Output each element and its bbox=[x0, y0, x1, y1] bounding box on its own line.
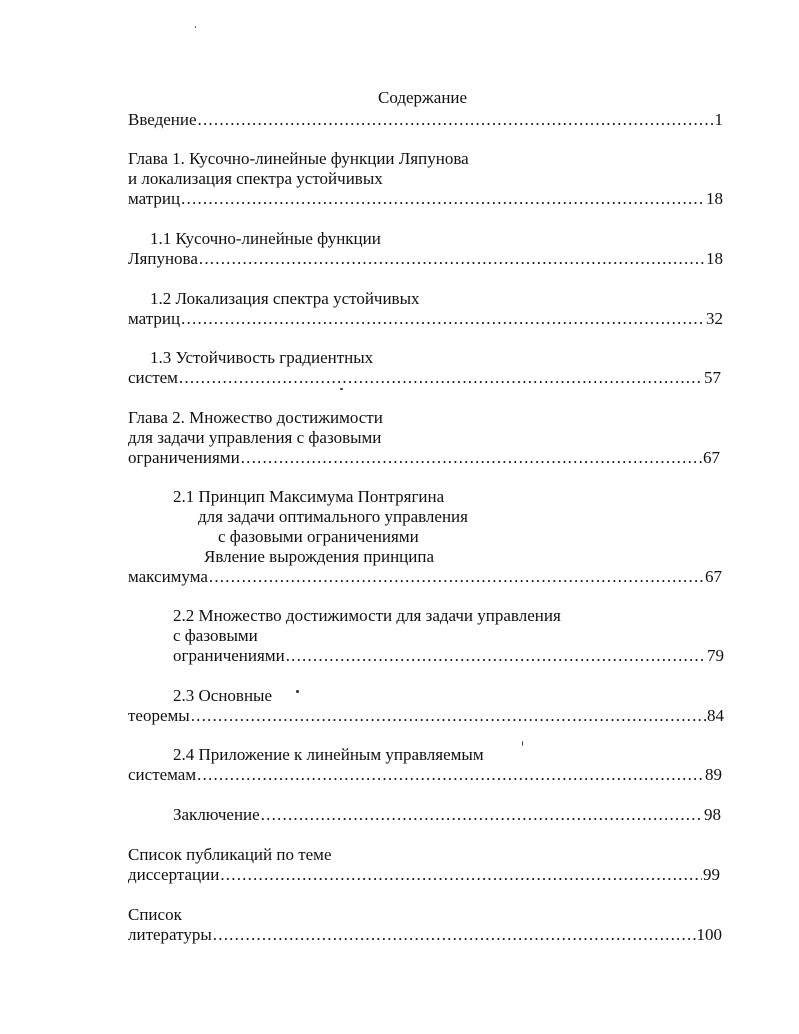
toc-heading-line: 2.1 Принцип Максимума Понтрягина bbox=[173, 487, 445, 506]
toc-entry-section-2-2 bbox=[173, 646, 724, 666]
toc-heading-line: 2.4 Приложение к линейным управляемым bbox=[173, 745, 484, 764]
toc-heading-line: для задачи управления с фазовыми bbox=[128, 428, 382, 447]
toc-page-number: 84 bbox=[707, 706, 724, 725]
toc-page-number: 18 bbox=[706, 189, 723, 208]
toc-heading-line: с фазовыми bbox=[173, 626, 258, 645]
toc-page-number: 98 bbox=[704, 805, 721, 824]
toc-entry-label: диссертации bbox=[128, 865, 220, 884]
toc-heading-line: 2.2 Множество достижимости для задачи управления bbox=[173, 606, 561, 625]
toc-heading-line: для задачи оптимального управления bbox=[198, 507, 468, 526]
toc-entry-introduction bbox=[128, 110, 723, 130]
toc-heading-line: 1.1 Кусочно-линейные функции bbox=[150, 229, 381, 248]
toc-heading-line: 2.3 Основные bbox=[173, 686, 273, 705]
dot-leader bbox=[191, 706, 706, 726]
toc-entry-section-1-1 bbox=[128, 249, 723, 269]
toc-entry-section-1-2 bbox=[128, 309, 723, 329]
toc-entry-section-2-3 bbox=[128, 706, 724, 726]
dot-leader bbox=[213, 925, 696, 945]
toc-heading-line: Список публикаций по теме bbox=[128, 845, 332, 864]
toc-entry-label: теоремы bbox=[128, 706, 190, 725]
toc-page-number: 1 bbox=[714, 110, 723, 129]
toc-page-number: 67 bbox=[705, 567, 722, 586]
toc-entry-label: ограничениями bbox=[128, 448, 240, 467]
toc-heading-line: Глава 2. Множество достижимости bbox=[128, 408, 383, 427]
toc-page-number: 32 bbox=[706, 309, 723, 328]
toc-heading-line: 1.2 Локализация спектра устойчивых bbox=[150, 289, 420, 308]
toc-entry-label: систем bbox=[128, 368, 178, 387]
toc-entry-label: матриц bbox=[128, 309, 181, 328]
dot-leader bbox=[197, 765, 704, 785]
toc-page-number: 100 bbox=[696, 925, 722, 944]
toc-entry-label: Заключение bbox=[173, 805, 260, 824]
dot-leader bbox=[199, 249, 705, 269]
scan-speck bbox=[340, 388, 343, 390]
dot-leader bbox=[198, 110, 714, 130]
scan-speck bbox=[195, 26, 196, 28]
toc-entry-conclusion bbox=[173, 805, 721, 825]
toc-entry-section-2-1 bbox=[128, 567, 722, 587]
toc-entry-references bbox=[128, 925, 722, 945]
dot-leader bbox=[241, 448, 702, 468]
toc-entry-label: максимума bbox=[128, 567, 208, 586]
scan-speck bbox=[522, 741, 523, 746]
dot-leader bbox=[261, 805, 703, 825]
toc-page-number: 57 bbox=[704, 368, 721, 387]
toc-heading-line: и локализация спектра устойчивых bbox=[128, 169, 383, 188]
toc-page-number: 79 bbox=[707, 646, 724, 665]
scan-speck bbox=[296, 690, 299, 693]
dot-leader bbox=[179, 368, 703, 388]
toc-page-number: 99 bbox=[703, 865, 720, 884]
toc-entry-section-1-3 bbox=[128, 368, 721, 388]
toc-entry-label: Ляпунова bbox=[128, 249, 198, 268]
toc-title: Содержание bbox=[378, 88, 468, 107]
toc-entry-section-2-4 bbox=[128, 765, 722, 785]
toc-entry-label: литературы bbox=[128, 925, 212, 944]
toc-heading-line: Явление вырождения принципа bbox=[204, 547, 435, 566]
toc-heading-line: с фазовыми ограничениями bbox=[218, 527, 419, 546]
toc-entry-label: системам bbox=[128, 765, 197, 784]
toc-page-number: 67 bbox=[703, 448, 720, 467]
toc-heading-line: Глава 1. Кусочно-линейные функции Ляпунова bbox=[128, 149, 469, 168]
toc-heading-line: Список bbox=[128, 905, 182, 924]
toc-entry-chapter-1 bbox=[128, 189, 723, 209]
dot-leader bbox=[209, 567, 704, 587]
dot-leader bbox=[220, 865, 702, 885]
toc-entry-publications bbox=[128, 865, 720, 885]
toc-entry-label: матриц bbox=[128, 189, 181, 208]
toc-entry-label: ограничениями bbox=[173, 646, 285, 665]
dot-leader bbox=[181, 309, 705, 329]
toc-page-number: 18 bbox=[706, 249, 723, 268]
dot-leader bbox=[286, 646, 706, 666]
toc-heading-line: 1.3 Устойчивость градиентных bbox=[150, 348, 374, 367]
toc-entry-label: Введение bbox=[128, 110, 197, 129]
dot-leader bbox=[181, 189, 705, 209]
toc-entry-chapter-2 bbox=[128, 448, 720, 468]
toc-page-number: 89 bbox=[705, 765, 722, 784]
